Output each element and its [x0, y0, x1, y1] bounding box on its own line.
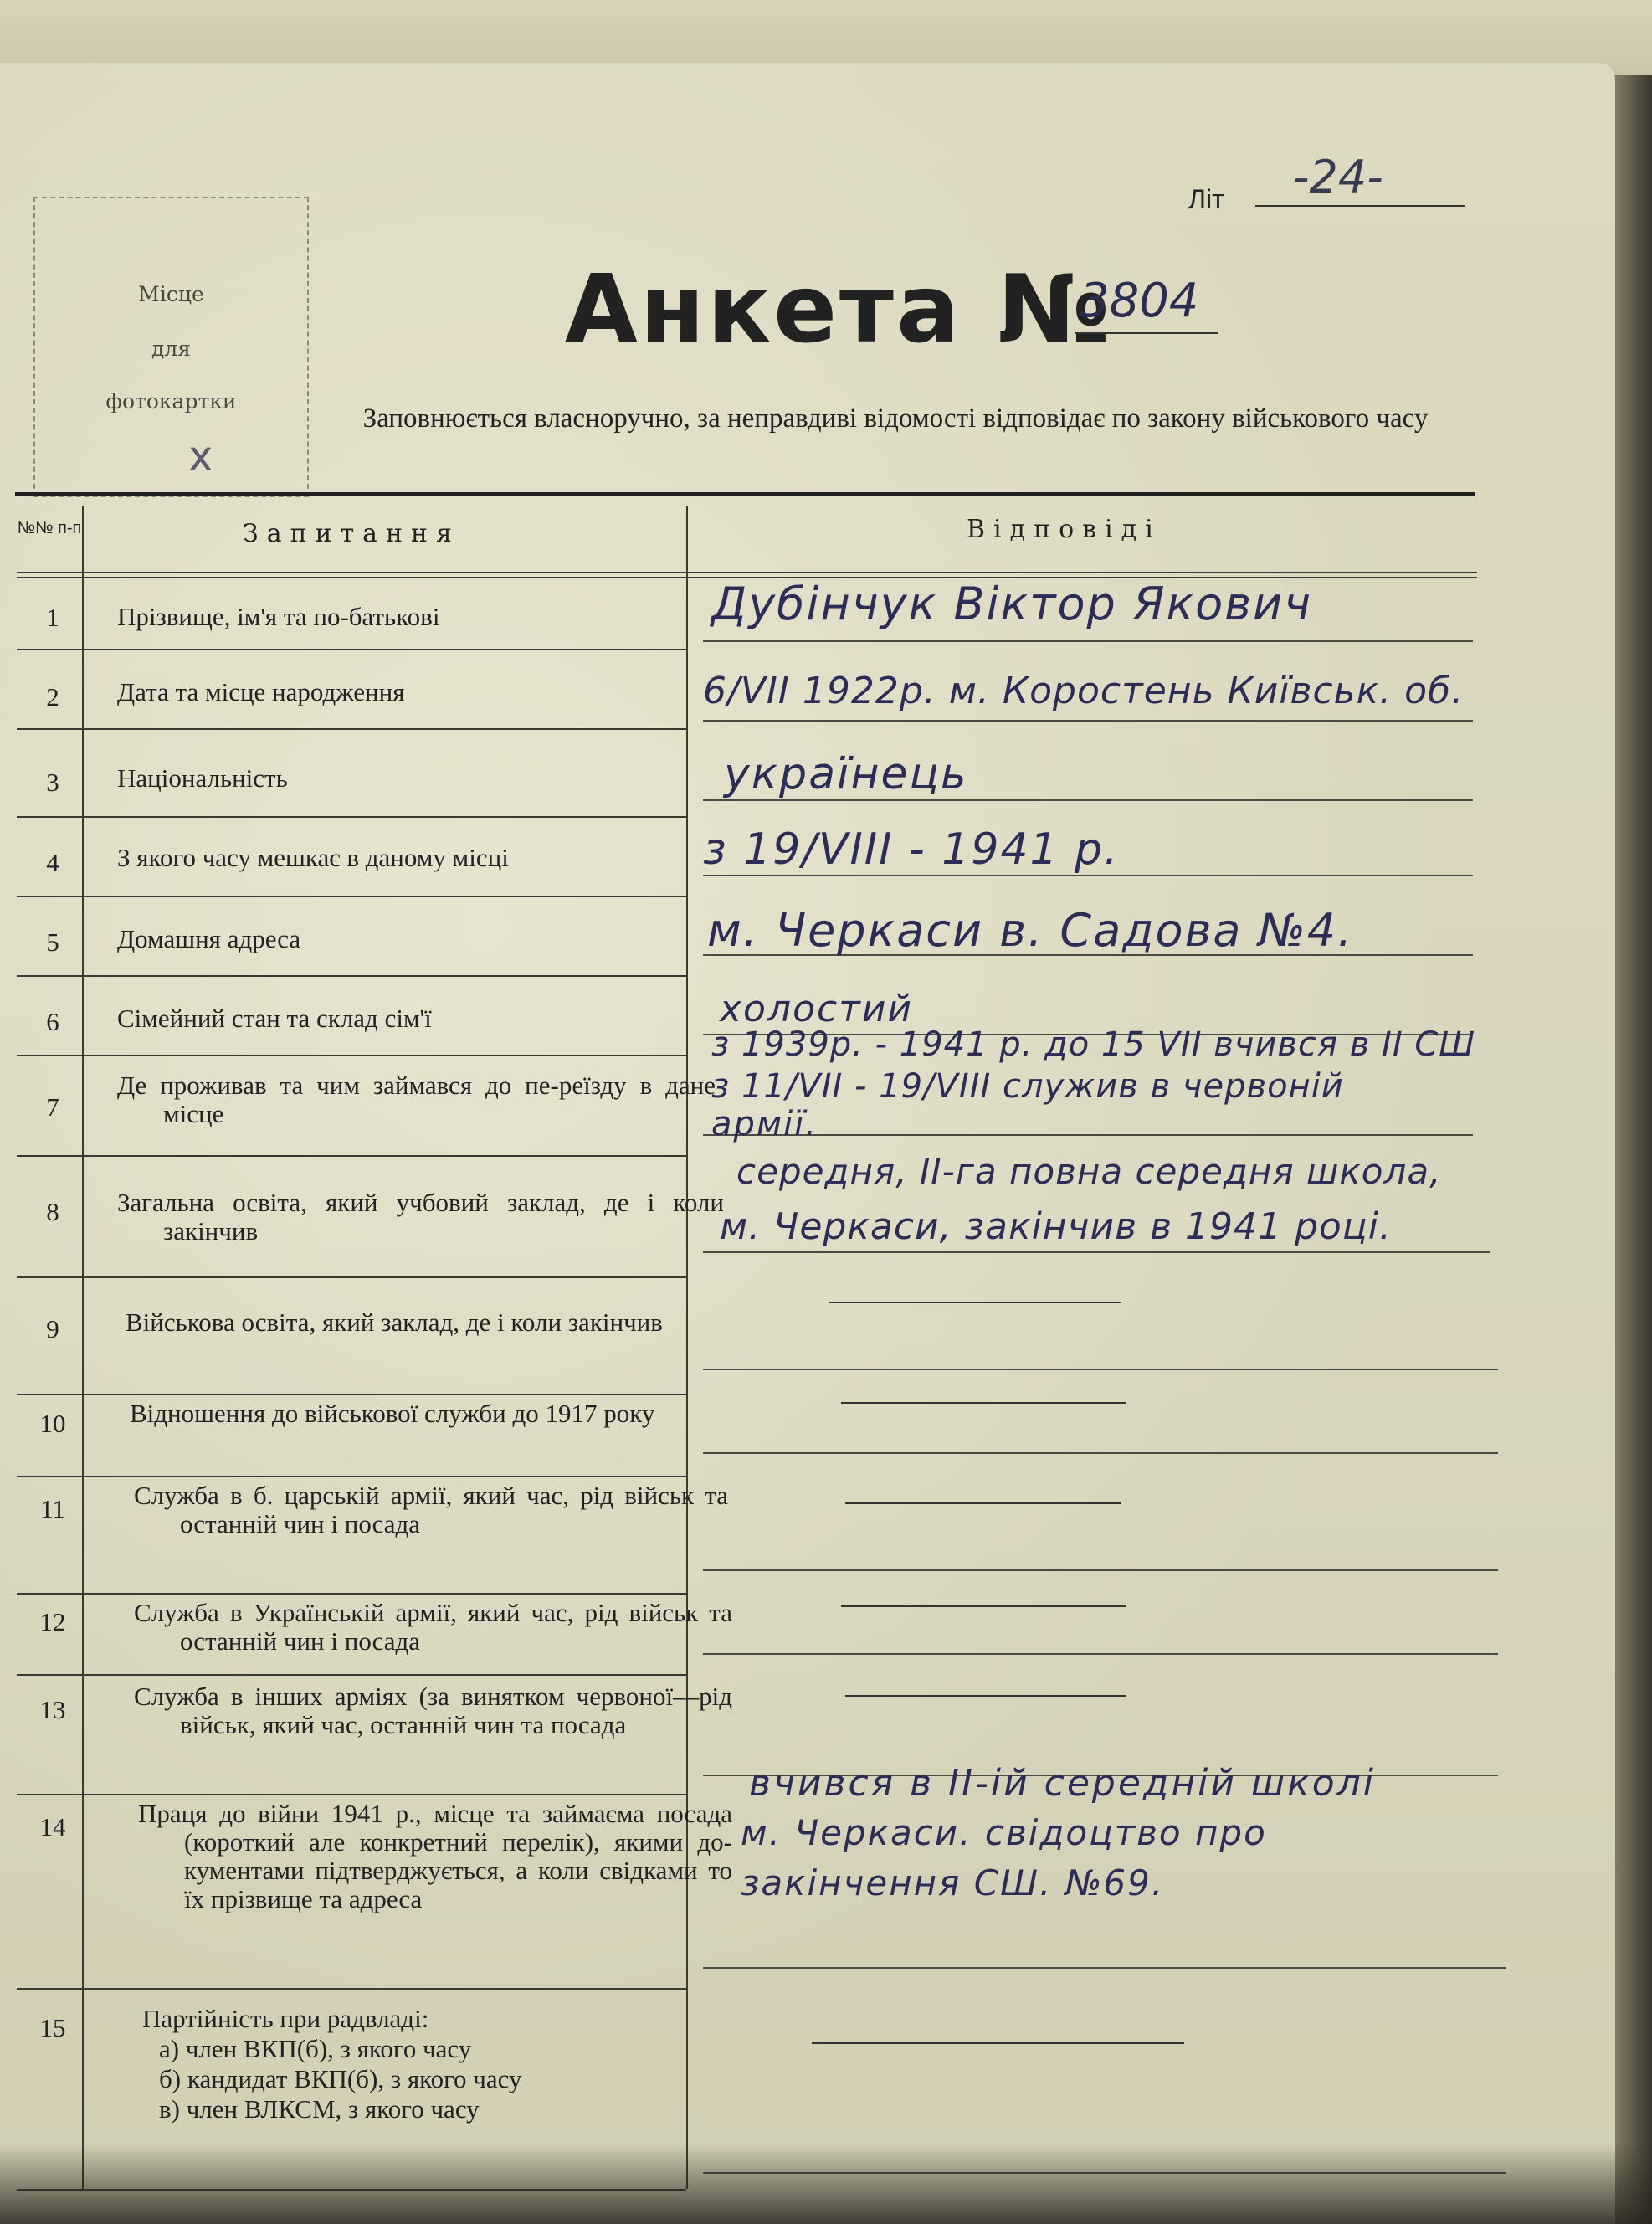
row-divider-11 [17, 1593, 686, 1595]
question-text: Служба в б. царській армії, який час, рід військ та останній чин і посада [134, 1481, 728, 1538]
row-number: 2 [46, 682, 59, 711]
empty-answer-dash [841, 1605, 1126, 1607]
answer-text: з 11/VII - 19/VIII служив в червоній [711, 1067, 1344, 1106]
row-number: 3 [46, 768, 59, 797]
number-line [1075, 332, 1218, 334]
question-text: Служба в Українській армії, який час, рід військ та останній чин і посада [134, 1598, 732, 1656]
question-text: Домашня адреса [117, 924, 301, 953]
row-number: 6 [46, 1007, 59, 1036]
answer-line-3 [703, 799, 1473, 801]
row-number: 10 [39, 1409, 66, 1438]
row-divider-12 [17, 1674, 686, 1676]
row-divider-6 [17, 1055, 686, 1056]
answer-text: м. Черкаси в. Садова №4. [707, 904, 1354, 957]
row-number: 9 [46, 1314, 59, 1343]
answer-line-2 [703, 720, 1473, 722]
party-item: в) член ВЛКСМ, з якого часу [159, 2094, 480, 2124]
question-column-divider [686, 506, 688, 2189]
bottom-shadow [0, 2143, 1652, 2224]
form-title: Анкета № [565, 255, 1113, 364]
lit-value: -24- [1293, 151, 1383, 203]
photo-label-2: для [151, 336, 192, 361]
header-bottom-rule [17, 572, 1477, 573]
row-number: 14 [39, 1812, 66, 1841]
answer-line-9 [703, 1369, 1498, 1370]
question-text: Загальна освіта, який учбовий заклад, де і коли закінчив [117, 1188, 724, 1246]
answers-column-header: Відповіді [967, 515, 1162, 544]
party-item: б) кандидат ВКП(б), з якого часу [159, 2064, 522, 2093]
answer-text: закінчення СШ. №69. [741, 1862, 1165, 1903]
row-divider-5 [17, 975, 686, 977]
empty-answer-dash [845, 1695, 1126, 1697]
answer-text: м. Черкаси. свідоцтво про [741, 1812, 1267, 1853]
photo-mark: x [188, 432, 213, 480]
lit-line [1255, 205, 1465, 207]
row-number: 12 [39, 1607, 66, 1636]
photo-label-1: Місце [138, 282, 204, 306]
form-page [0, 63, 1615, 2224]
empty-answer-dash [841, 1402, 1126, 1404]
row-divider-2 [17, 728, 686, 730]
answer-line-12 [703, 1653, 1498, 1655]
row-divider-13 [17, 1794, 686, 1795]
answer-text: середня, II-га повна середня школа, [736, 1151, 1442, 1192]
answer-text: з 1939р. - 1941 р. до 15 VII вчився в II СШ [711, 1025, 1476, 1064]
question-text: Національність [117, 763, 288, 793]
question-text: Сімейний стан та склад сім'ї [117, 1004, 432, 1033]
answer-text: Дубінчук Віктор Якович [711, 578, 1312, 630]
row-number: 5 [46, 927, 59, 957]
answer-line-4 [703, 875, 1473, 876]
row-number: 4 [46, 848, 59, 877]
row-number: 11 [40, 1494, 65, 1523]
answer-line-14 [703, 1967, 1506, 1969]
answer-text: армії. [711, 1105, 818, 1143]
question-text: Прізвище, ім'я та по-батькові [117, 602, 440, 631]
form-subtitle: Заповнюється власноручно, за неправдиві відомості відповідає по закону військового часу [362, 403, 1429, 434]
questions-column-header: Запитання [243, 519, 460, 548]
question-text: Де проживав та чим займався до пе-реїзду в дане місце [117, 1071, 716, 1128]
question-text: Праця до війни 1941 р., місце та займаєма посада (короткий але конкретний перелік), якими до-кументами підтверджується, а коли свідками то їх прізвище та адреса [138, 1799, 732, 1913]
answer-text: українець [724, 749, 968, 799]
row-number: 7 [46, 1092, 59, 1122]
row-divider-1 [17, 649, 686, 650]
party-item: а) член ВКП(б), з якого часу [159, 2034, 472, 2063]
row-number: 13 [39, 1695, 66, 1724]
row-number: 8 [46, 1197, 59, 1226]
answer-text: м. Черкаси, закінчив в 1941 році. [720, 1205, 1392, 1248]
answer-line-10 [703, 1452, 1498, 1454]
row-divider-10 [17, 1476, 686, 1477]
empty-answer-dash [845, 1502, 1121, 1504]
photo-placeholder [33, 197, 309, 497]
form-number: 3804 [1080, 274, 1199, 328]
row-divider-4 [17, 896, 686, 897]
photo-label-3: фотокартки [105, 389, 237, 413]
answer-text: вчився в II-ій середній школі [749, 1762, 1377, 1805]
answer-line-8 [703, 1251, 1490, 1253]
number-column-divider [82, 506, 84, 2189]
question-text: Відношення до військової служби до 1917 року [130, 1399, 655, 1428]
row-divider-14 [17, 1988, 686, 1990]
number-column-header: №№ п-п [17, 519, 82, 537]
header-rule-thick [15, 492, 1475, 496]
answer-text: з 19/VIII - 1941 р. [703, 824, 1120, 875]
row-number: 15 [39, 2013, 66, 2042]
row-divider-7 [17, 1155, 686, 1157]
answer-text: холостий [720, 988, 914, 1030]
question-text: Партійність при радвладі: [142, 2004, 429, 2033]
question-text: З якого часу мешкає в даному місці [117, 843, 509, 872]
empty-answer-dash [829, 1302, 1121, 1303]
question-text: Військова освіта, який заклад, де і коли закінчив [126, 1307, 663, 1337]
row-divider-8 [17, 1276, 686, 1278]
question-text: Дата та місце народження [117, 677, 405, 706]
empty-answer-dash [812, 2042, 1184, 2044]
answer-line-11 [703, 1569, 1498, 1571]
answer-line-7 [703, 1134, 1473, 1136]
row-number: 1 [46, 603, 59, 632]
row-divider-3 [17, 816, 686, 818]
answer-line-1 [703, 640, 1473, 642]
row-divider-9 [17, 1394, 686, 1395]
question-text: Служба в інших арміях (за винятком червоної—рід військ, який час, останній чин та посада [134, 1682, 732, 1739]
answer-text: 6/VII 1922р. м. Коростень Київськ. об. [703, 670, 1465, 712]
lit-label: Літ [1188, 184, 1224, 214]
